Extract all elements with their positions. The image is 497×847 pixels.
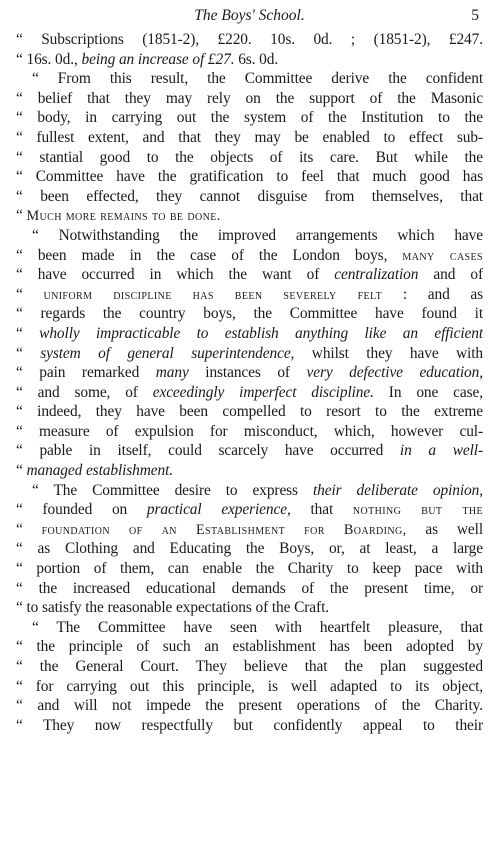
text-line xyxy=(16,206,483,226)
text-line xyxy=(16,716,483,736)
text-segment: “ The Committee desire to express xyxy=(32,481,313,499)
text-line xyxy=(16,402,483,422)
text-segment: “ Subscriptions (1851-2), £220. 10s. 0d. ; (1851-2), £247. xyxy=(16,31,483,48)
text-line xyxy=(16,128,483,148)
text-line xyxy=(16,520,483,540)
italic-text: many xyxy=(155,364,189,382)
page-header xyxy=(16,4,483,30)
text-line xyxy=(16,324,483,344)
text-line xyxy=(16,108,483,128)
text-line xyxy=(16,167,483,187)
text-line xyxy=(16,363,483,383)
text-segment: instances of xyxy=(188,364,307,382)
text-line xyxy=(16,500,483,520)
text-segment: “ xyxy=(16,462,27,480)
text-segment: “ xyxy=(16,344,41,362)
text-segment: as well xyxy=(406,520,483,538)
text-segment: “ portion of them, can enable the Charity to keep pace with xyxy=(16,560,483,578)
text-segment: that xyxy=(290,501,353,519)
running-head: The Boys' School. xyxy=(194,7,305,24)
text-segment: “ xyxy=(16,285,44,303)
text-segment: “ They now respectfully but confidently appeal to their xyxy=(16,716,483,734)
page-number: 5 xyxy=(471,7,479,24)
text-segment: “ been made in the case of the London boys, xyxy=(16,246,403,264)
text-line xyxy=(16,598,483,618)
italic-text: in a well- xyxy=(399,442,483,460)
text-line xyxy=(16,383,483,403)
text-line xyxy=(16,344,483,364)
text-line xyxy=(16,30,483,50)
italic-text: very defective education, xyxy=(306,364,483,382)
italic-text: system of general superintendence, xyxy=(40,344,295,362)
text-segment: “ pain remarked xyxy=(16,364,156,382)
small-caps-text: uniform discipline has been severely felt xyxy=(43,286,383,303)
text-segment: “ to satisfy the reasonable expectations of the Craft. xyxy=(16,599,329,617)
text-line xyxy=(16,89,483,109)
text-line xyxy=(16,441,483,461)
italic-text: exceedingly imperfect discipline. xyxy=(152,383,374,401)
text-segment: “ been effected, they cannot disguise from themselves, that xyxy=(16,187,483,205)
text-segment: “ Committee have the gratification to feel that much good has xyxy=(16,168,483,186)
text-segment: “ founded on xyxy=(16,501,147,519)
text-segment: 6s. 0d. xyxy=(234,50,279,68)
text-segment: “ and some, of xyxy=(16,383,153,401)
text-segment: “ have occurred in which the want of xyxy=(16,266,335,284)
text-segment: “ and will not impede the present operations of the Charity. xyxy=(16,697,483,715)
text-segment: “ measure of expulsion for misconduct, which, however cul- xyxy=(16,422,483,440)
text-segment: “ From this result, the Committee derive the confident xyxy=(32,70,483,88)
text-line xyxy=(16,657,483,677)
text-segment: “ the increased educational demands of the present time, or xyxy=(16,579,483,597)
text-segment: and of xyxy=(418,266,483,284)
text-line xyxy=(16,422,483,442)
text-segment: “ regards the country boys, the Committee have found it xyxy=(16,305,483,323)
text-line xyxy=(16,618,483,638)
text-line xyxy=(16,304,483,324)
italic-text: practical experience, xyxy=(146,501,291,519)
italic-text: managed establishment. xyxy=(26,462,174,480)
text-segment: “ xyxy=(16,520,42,538)
text-segment: “ body, in carrying out the system of the Institution to the xyxy=(16,109,483,127)
text-line xyxy=(16,246,483,266)
text-line xyxy=(16,265,483,285)
text-segment: “ stantial good to the objects of its care. But while the xyxy=(16,148,483,166)
text-line xyxy=(16,285,483,305)
text-line xyxy=(16,559,483,579)
small-caps-text: Much more remains to be done. xyxy=(26,208,221,225)
text-line xyxy=(16,539,483,559)
text-segment: “ The Committee have seen with heartfelt pleasure, that xyxy=(32,618,483,636)
italic-text: centralization xyxy=(334,266,419,284)
text-segment: “ xyxy=(16,324,40,342)
text-line xyxy=(16,481,483,501)
small-caps-text: many cases xyxy=(402,247,483,264)
text-segment: “ indeed, they have been compelled to resort to the extreme xyxy=(16,403,483,421)
body-text xyxy=(16,30,483,735)
italic-text: wholly impracticable to establish anything like an efficient xyxy=(39,324,483,342)
text-line xyxy=(16,226,483,246)
text-segment: “ Notwithstanding the improved arrangements which have xyxy=(32,226,483,244)
text-segment: “ 16s. 0d., xyxy=(16,50,82,68)
text-segment: “ for carrying out this principle, is well adapted to its object, xyxy=(16,677,483,695)
text-line xyxy=(16,677,483,697)
text-line xyxy=(16,579,483,599)
text-segment: “ xyxy=(16,207,27,225)
text-segment: “ the General Court. They believe that the plan suggested xyxy=(16,658,483,675)
text-line xyxy=(16,148,483,168)
text-segment: “ fullest extent, and that they may be enabled to effect sub- xyxy=(16,128,483,146)
small-caps-text: nothing but the xyxy=(352,502,483,519)
small-caps-text: foundation of an Establishment for Boarding, xyxy=(41,521,407,538)
text-segment: “ pable in itself, could scarcely have occurred xyxy=(16,442,400,460)
text-line xyxy=(16,637,483,657)
text-segment: “ as Clothing and Educating the Boys, or, at least, a large xyxy=(16,540,483,558)
text-line xyxy=(16,187,483,207)
text-segment: In one case, xyxy=(373,383,483,401)
italic-text: their deliberate opinion, xyxy=(312,481,483,499)
text-line xyxy=(16,50,483,70)
text-line xyxy=(16,696,483,716)
text-segment: whilst they have with xyxy=(294,344,483,362)
text-line xyxy=(16,461,483,481)
text-line xyxy=(16,69,483,89)
text-segment: “ the principle of such an establishment has been adopted by xyxy=(16,638,483,656)
text-segment: : and as xyxy=(382,285,483,303)
text-segment: “ belief that they may rely on the support of the Masonic xyxy=(16,89,483,107)
italic-text: being an increase of £27. xyxy=(81,50,235,68)
